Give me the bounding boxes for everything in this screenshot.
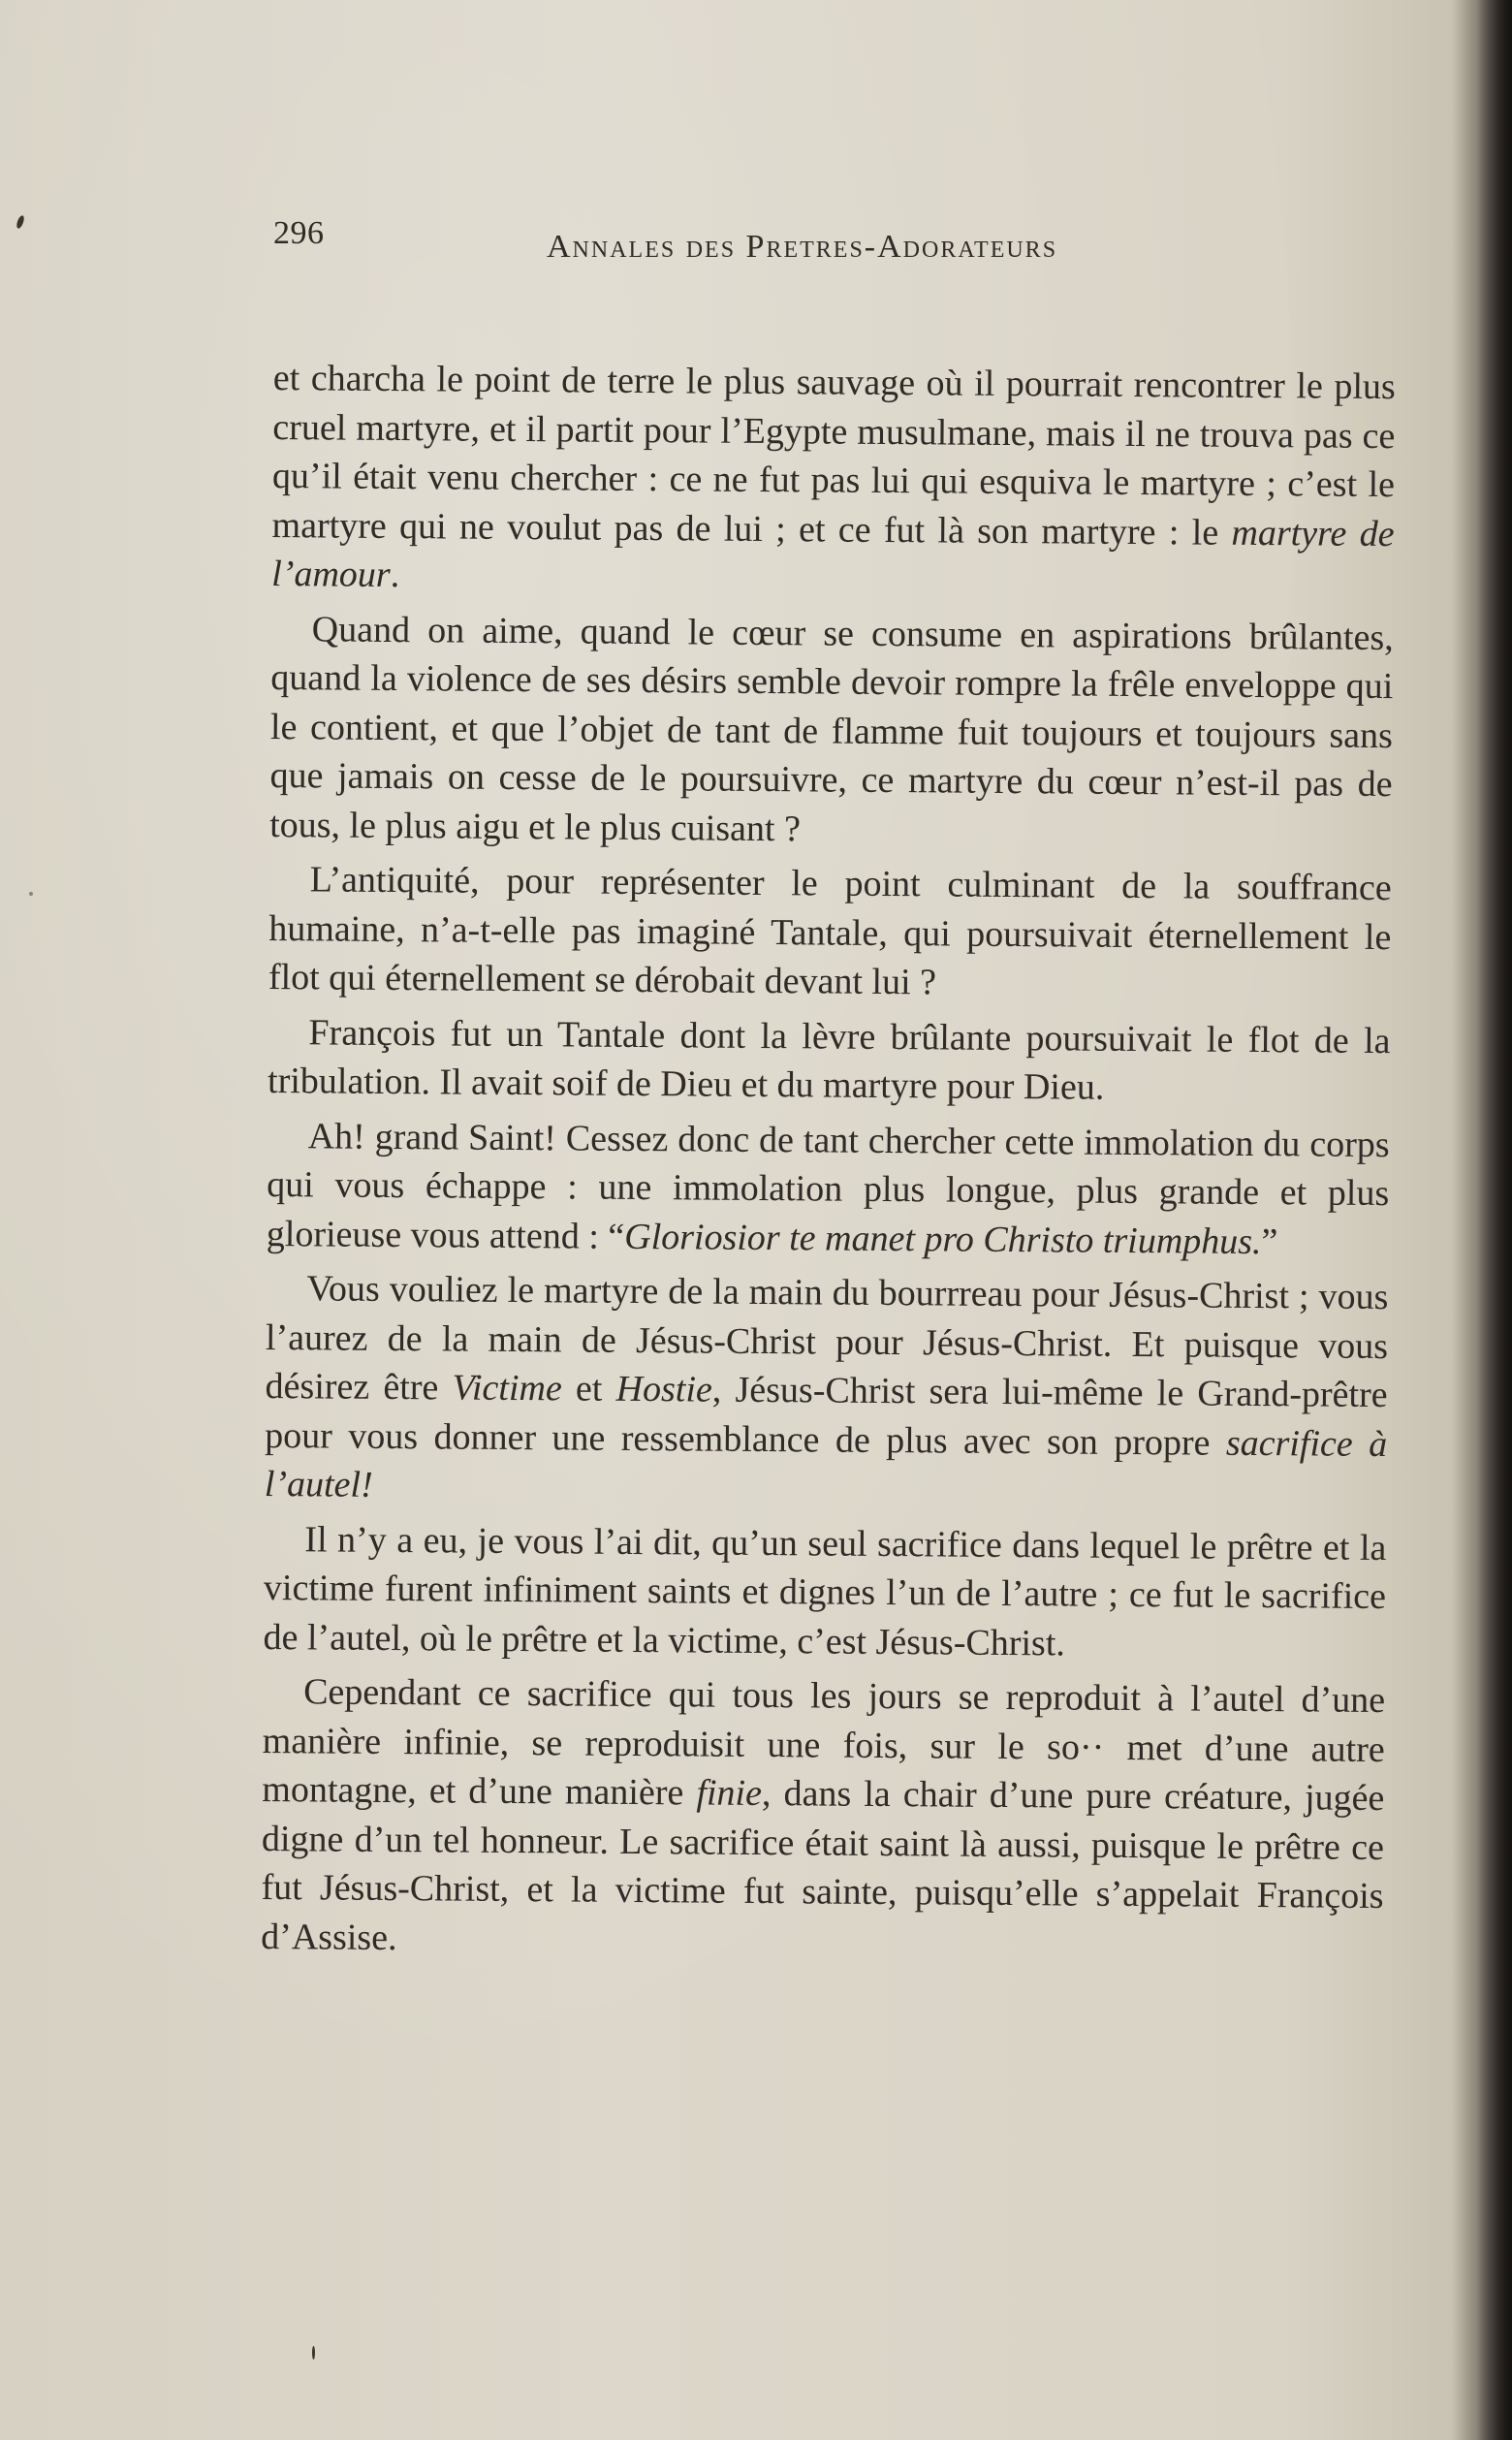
paragraph-3: L’antiquité, pour représenter le point culminant de la souffrance humaine, n’a-t-elle pas imaginé Tantale, qui poursuivait éternellement le flot qui éternellement se dérobait devant lui ? [268,859,1392,1003]
ink-speck [29,892,33,896]
paragraph-1-text: et charcha le point de terre le plus sauvage où il pourrait rencontrer le plus cruel martyre, et il partit pour l’Egypte musulmane, mais il ne trouva pas ce qu’il était venu chercher : ce ne fut pas lui qui esquiva le martyre ; c’est le martyre qui ne voulut pas de lui ; et ce fut là son martyre : le [271,357,1396,554]
running-head: Annales des Pretres-Adorateurs [547,229,1058,265]
ink-speck [16,214,25,229]
paragraph-8-end: , dans la chair d’une pure créature, jugée digne d’un tel honneur. Le sacrifice était saint là aussi, puisque le prêtre ce fut Jésus-Christ, et la victime fut sainte, puisqu’elle s’appelait François d’Assise. [261,1773,1385,1958]
binding-shadow [1477,0,1512,2440]
paragraph-6-italic-victime: Victime [452,1367,562,1410]
paragraph-5 [267,1111,1390,1267]
ink-speck [312,2346,315,2360]
paragraph-2: Quand on aime, quand le cœur se consume en aspirations brûlantes, quand la violence de ses désirs semble devoir rompre la frêle enveloppe qui le contient, et que l’objet de tant de flamme fuit toujours et toujours sans que jamais on cesse de le poursuivre, ce martyre du cœur n’est-il pas de tous, le plus aigu et le plus cuisant ? [269,608,1394,849]
paragraph-5-end: ” [1261,1220,1278,1262]
paragraph-5-text: Ah! grand Saint! Cessez donc de tant chercher cette immolation du corps qui vous échappe : une immolation plus longue, plus grande et plus glorieuse vous attend : “ [266,1115,1390,1257]
page-number: 296 [273,215,325,251]
paragraph-1 [271,354,1396,608]
paragraph-8-text: Cependant ce sacrifice qui tous les jours se reproduit à l’autel d’une manière infinie, se reproduisit une fois, sur le so·· met d’une autre montagne, et d’une manière [262,1671,1386,1814]
paragraph-6-text: Vous vouliez le martyre de la main du bourrreau pour Jésus-Christ ; vous l’aurez de la main de Jésus-Christ pour Jésus-Christ. Et puisque vous désirez être [265,1268,1389,1409]
paragraph-5-latin-quote: Gloriosior te manet pro Christo triumphus. [624,1216,1262,1262]
paragraph-6-conj: et [561,1368,616,1410]
paragraph-6 [265,1264,1389,1518]
paragraph-1-end: . [390,554,400,596]
paragraph-6-italic-sacrifice: sacrifice à l’autel! [264,1422,1388,1505]
page-header [273,215,1412,273]
paragraph-6-text-2: , Jésus-Christ sera lui-même le Grand-prêtre pour vous donner une ressemblance de plus avec son propre [265,1369,1388,1464]
paragraph-4: François fut un Tantale dont la lèvre brûlante poursuivait le flot de la tribulation. Il avait soif de Dieu et du martyre pour Dieu. [267,1011,1391,1108]
paragraph-6-italic-hostie: Hostie [615,1368,713,1410]
body-text [261,354,1396,1976]
paragraph-8 [261,1667,1385,1970]
paragraph-1-italic: martyre de l’amour [271,512,1395,595]
paragraph-7: Il n’y a eu, je vous l’ai dit, qu’un seul sacrifice dans lequel le prêtre et la victime furent infiniment saints et dignes l’un de l’autre ; ce fut le sacrifice de l’autel, où le prêtre et la victime, c’est Jésus-Christ. [263,1518,1387,1664]
paragraph-8-italic: finie [696,1772,763,1815]
